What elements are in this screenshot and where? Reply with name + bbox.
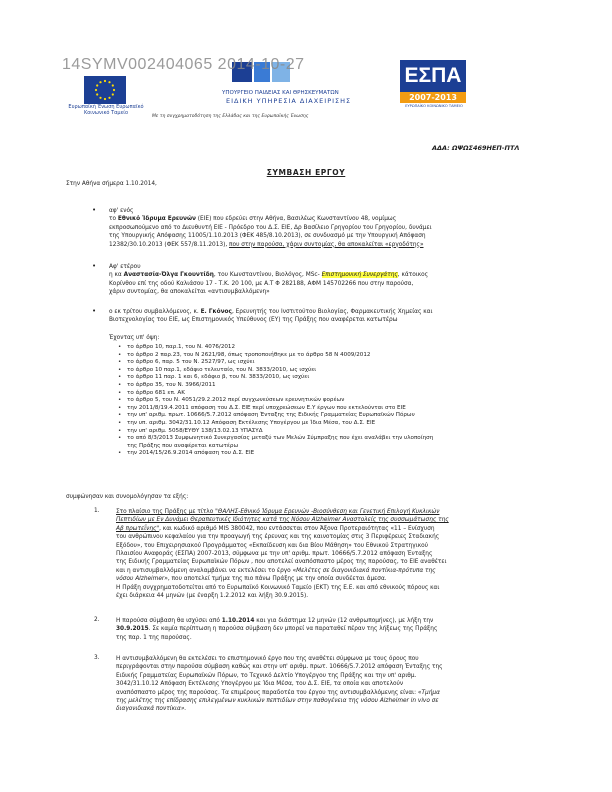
party2-line2: Κορίνθου επί της οδού Καλιάσου 17 - Τ.Κ. 20 100, με Α.Τ Φ 282188, ΑΦΜ 145702266 που στην παρούσα, (109, 280, 414, 287)
law-item-continuation: της Πράξης που αναφέρεται κατωτέρω (127, 442, 239, 449)
party3-line1: ο εκ τρίτου συμβαλλόμενος, κ. Ε. Γκόνος, Ερευνητής του Ινστιτούτου Βιολογίας, Φαρμακευτικής Χημείας και (109, 309, 433, 315)
law-item: το άρθρο 35, του Ν. 3966/2011 (127, 382, 216, 388)
party1-line2: εκπροσωπούμενο από το Διευθυντή ΕΙΕ - Πρόεδρο του Δ.Σ. ΕΙΕ, Δρ Βασίλειο Γρηγορίου του Γρηγορίου, δυνάμει (109, 224, 432, 231)
law-item: το από 8/3/2013 Συμφωνητικό Συνεργασίας μεταξύ των Μελών Σύμπραξης που έχει αναλάβει την υλοποίηση (127, 435, 434, 442)
law-item: την 2011/8/19.4.2011 απόφαση του Δ.Σ. ΕΙΕ περί υποχρεώσεων Ε.Υ έργων που εκτελούνται στο ΕΙΕ (127, 404, 406, 411)
law-bullet-icon: • (118, 420, 122, 426)
law-item: το άρθρο 11 παρ. 1 και 6, εδάφιο β, του Ν. 3833/2010, ως ισχύει (127, 374, 310, 381)
party3-block (109, 308, 549, 325)
highlighted-role: Επιστημονική Συνεργάτης (321, 272, 398, 279)
party1-line4: 12382/30.10.2013 (ΦΕΚ 557/8.11.2013), που στην παρούσα, χάριν συντομίας, θα αποκαλείται «εργοδότης» (109, 241, 424, 248)
law-item: την υπ. αριθμ. 3042/31.10.12 Απόφαση Εκτέλεσης Υπογέργου με Ίδια Μέσα, του Δ.Σ. ΕΙΕ (127, 420, 376, 426)
party3-name: Ε. Γκόνος (200, 309, 232, 315)
law-bullet-icon: • (118, 427, 122, 434)
clause1-block: Στο πλαίσιο της Πράξης με τίτλο "ΘΑΛΗΣ-Εθνικό Ίδρυμα Ερευνών -Βιοσύνθεση και Γενετική Επιλογή Κυκλικών Πεπτιδίων με Εν Δυνάμει Θεραπευτικές Ιδιότητες κατά της Νόσου Alzheimer Αναστολείς της συσσωμάτωσης της Αβ πρωτεΐνης", και κωδικό αριθμό MIS 380042, που εντάσσεται στον Άξονα Προτεραιότητας «11 – Ενίσχυση του ανθρώπινου κεφαλαίου για την προαγωγή της έρευνας και της καινοτομίας στις 3 Περιφέρειες Σταδιακής Εξόδου», του Επιχειρησιακού Προγράμματος «Εκπαίδευση και δια Βίου Μάθηση» του Εθνικού Στρατηγικού Πλαισίου Αναφοράς (ΕΣΠΑ) 2007-2013, σύμφωνα με την υπ' αριθμ. πρωτ. 10666/5.7.2012 απόφαση Ένταξης της Ειδικής Γραμματείας Ευρωπαϊκών Πόρων , που αποτελεί αναπόσπαστο μέρος της παρούσας, το ΕΙΕ αναθέτει και η αντισυμβαλλόμενη αναλαμβάνει να εκτελέσει το έργο «Μελέτες σε διαγονιδιακά ποντίκια-πρότυπα της νόσου Alzheimer», που αποτελεί τμήμα της πιο πάνω Πράξης με την οποία συνδέεται άμεσα. Η Πράξη συγχρηματοδοτείται από το Ευρωπαϊκό Κοινωνικό Ταμείο (ΕΚΤ) της Ε.Ε. και από εθνικούς πόρους και έχει διάρκεια 44 μηνών (με έναρξη 1.2.2012 και λήξη 30.9.2015). (116, 509, 449, 600)
law-item: την 2014/15/26.9.2014 απόφαση του Δ.Σ. ΕΙΕ (127, 450, 255, 457)
law-bullet-icon: • (118, 374, 122, 381)
law-bullet-icon: • (118, 344, 122, 350)
law-bullet-icon: • (118, 351, 122, 358)
eu-flag-logo (84, 76, 126, 104)
party1-line3: της Υπουργικής Απόφασης 11005/1.10.2013 (ΦΕΚ 485/8.10.2013), σε συνδυασμό με την Υπουργική Απόφαση (109, 233, 426, 240)
ministry-name: ΥΠΟΥΡΓΕΙΟ ΠΑΙΔΕΙΑΣ ΚΑΙ ΘΡΗΣΚΕΥΜΑΤΩΝ (222, 90, 339, 96)
party1-prefix: αφ' ενός (109, 208, 134, 214)
party2-line1: η κα Αναστασία-Όλγα Γκουντίδη, του Κωνσταντίνου, Βιολόγος, MSc- Επιστημονική Συνεργάτης, κάτοικος (109, 272, 429, 279)
ada-code: ΑΔΑ: ΩΨΩΣ469ΗΕΠ-ΠΤΛ (432, 144, 520, 152)
clause1-number: 1. (94, 508, 100, 514)
law-bullet-icon: • (118, 404, 122, 411)
intro-line: Στην Αθήνα σήμερα 1.10.2014, (66, 181, 157, 187)
clause2-number: 2. (94, 617, 100, 623)
law-bullet-icon: • (118, 435, 122, 442)
bullet-icon: • (92, 307, 97, 315)
clause3-block: Η αντισυμβαλλόμενη θα εκτελέσει το επιστημονικό έργο που της αναθέτει σύμφωνα με τους όρους που περιγράφονται στην παρούσα σύμβαση καθώς και στην υπ' αριθμ. πρωτ. 10666/5.7.2012 απόφαση Ένταξης της Ειδικής Γραμματείας Ευρωπαϊκών Πόρων, το Τεχνικό Δελτίο Υπογέργου της Πράξης και την υπ' αριθμ. 3042/31.10.12 Απόφαση Εκτέλεσης Υπογέργου με Ίδια Μέσα, του Δ.Σ. ΕΙΕ, τα οποία και αποτελούν αναπόσπαστο μέρος της παρούσας. Τα επιμέρους παραδοτέα του έργου της αντισυμβαλλόμενης είναι: «Τμήμα της μελέτης της επίδρασης επιλεγμένων κυκλικών πεπτιδίων στην παθογένεια της νόσου Alzheimer in vivo σε διαγονιδιακά ποντίκια». (116, 656, 443, 713)
law-item: το άρθρο 6, παρ. 5 του Ν. 2527/97, ως ισχύει (127, 359, 255, 366)
law-item: την υπ' αριθμ. 5058/ΕΥΘΥ 138/13.02.13 ΥΠΑΣΥΔ (127, 427, 263, 434)
eu-label: Ευρωπαϊκή Ένωση Ευρωπαϊκό Κοινωνικό Ταμείο (68, 104, 144, 116)
document-stamp: 14SYMV002404065 2014-10-27 (62, 56, 305, 73)
law-bullet-icon: • (118, 389, 122, 396)
party1-name: Εθνικό Ίδρυμα Ερευνών (117, 216, 196, 223)
law-bullet-icon: • (118, 412, 122, 419)
law-bullet-icon: • (118, 397, 122, 404)
document-title: ΣΥΜΒΑΣΗ ΕΡΓΟΥ (266, 168, 346, 177)
bullet-icon: • (92, 206, 97, 214)
law-item: το άρθρο 681 επ. ΑΚ (127, 389, 185, 396)
law-item: το άρθρο 2 παρ.23, του Ν 2621/98, όπως τροποποιήθηκε με το άρθρο 58 Ν 4009/2012 (127, 351, 371, 358)
clause2-block: Η παρούσα σύμβαση θα ισχύσει από 1.10.2014 και για διάστημα 12 μηνών (12 ανθρωπομήνες), με λήξη την 30.9.2015. Σε καμία περίπτωση η παρούσα σύμβαση δεν μπορεί να παραταθεί πέραν της λήξεως της Πράξης της παρ. 1 της παρούσας. (116, 618, 438, 641)
party2-line3: χάριν συντομίας, θα αποκαλείται «αντισυμβαλλόμενη» (109, 289, 270, 296)
espa-subtitle: ΕΥΡΩΠΑΪΚΟ ΚΟΙΝΩΝΙΚΟ ΤΑΜΕΙΟ (405, 104, 463, 108)
law-item: την υπ' αριθμ. πρωτ. 10666/5.7.2012 απόφαση Ένταξης της Ειδικής Γραμματείας Ευρωπαϊκών Πόρων (127, 412, 415, 419)
having-seen-label: Έχοντας υπ' όψη: (109, 335, 160, 341)
espa-years: 2007-2013 (400, 92, 466, 103)
law-bullet-icon: • (118, 359, 122, 366)
cofinancing-note: Με τη συγχρηματοδότηση της Ελλάδας και της Ευρωπαϊκής Ένωσης (152, 114, 309, 119)
law-bullet-icon: • (118, 366, 122, 373)
bullet-icon: • (92, 262, 97, 270)
party1-block (109, 207, 549, 249)
party1-line1: το Εθνικό Ίδρυμα Ερευνών (ΕΙΕ) που εδρεύει στην Αθήνα, Βασιλέως Κωνσταντίνου 48, νομίμως (109, 216, 397, 223)
agreement-line: συμφώνησαν και συνομολόγησαν τα εξής: (66, 494, 189, 500)
law-bullet-icon: • (118, 382, 122, 388)
party2-name: Αναστασία-Όλγα Γκουντίδη (123, 272, 214, 279)
party2-block (109, 263, 549, 297)
law-item: το άρθρο 10 παρ.1, εδάφιο τελευταίο, του Ν. 3833/2010, ως ισχύει (127, 366, 317, 373)
service-name: ΕΙΔΙΚΗ ΥΠΗΡΕΣΙΑ ΔΙΑΧΕΙΡΙΣΗΣ (226, 97, 352, 105)
law-item: το άρθρο 5, του Ν. 4051/29.2.2012 περί συγχωνεύσεων ερευνητικών φορέων (127, 397, 345, 404)
clause3-number: 3. (94, 655, 100, 661)
law-bullet-icon: • (118, 450, 122, 457)
espa-logo: ΕΣΠΑ (400, 60, 466, 92)
party2-prefix: Αφ' ετέρου (109, 264, 141, 270)
party3-line2: Βιοτεχνολογίας του ΕΙΕ, ως Επιστημονικός Υπεύθυνος (ΕΥ) της Πράξης που αναφέρεται κατωτέρω (109, 317, 398, 324)
eu-stars-icon (84, 76, 126, 104)
law-item: το άρθρο 10, παρ.1, του Ν. 4076/2012 (127, 344, 236, 350)
